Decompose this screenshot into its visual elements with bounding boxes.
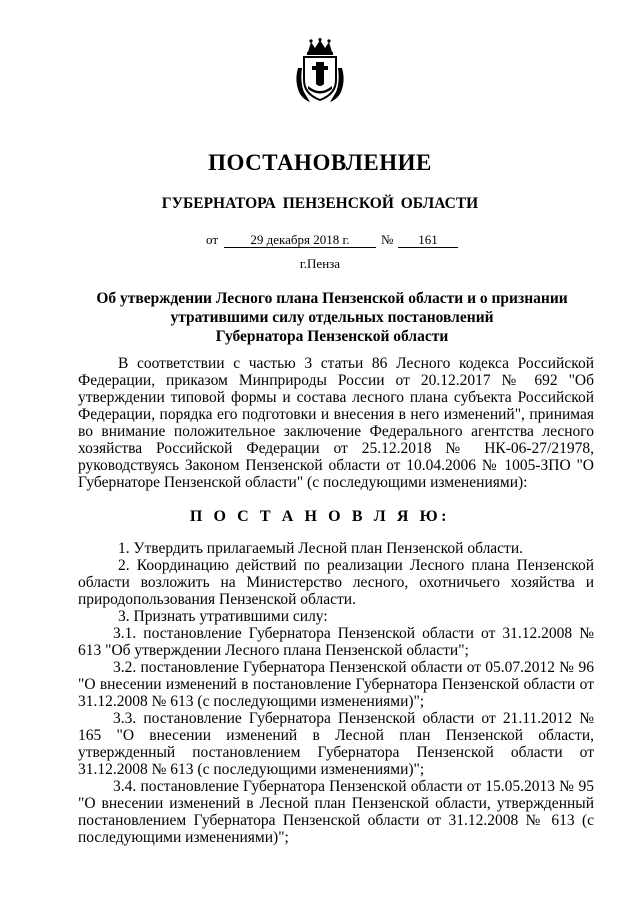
list-item: 3. Признать утратившими силу:	[118, 608, 328, 625]
document-heading	[82, 289, 582, 346]
decree-items	[78, 540, 594, 846]
decree-word: П О С Т А Н О В Л Я Ю:	[189, 508, 451, 525]
document-date: 29 декабря 2018 г.	[224, 232, 376, 248]
preamble-paragraph: В соответствии с частью 3 статьи 86 Лесного кодекса Российской Федерации, приказом Минприроды России от 20.12.2017 № 692 "Об утверждении типовой формы и состава лесного плана субъекта Российской Федерации, порядка его подготовки и внесения в него изменений", принимая во внимание положительное заключение Федерального агентства лесного хозяйства Российской Федерации от 25.12.2018 № НК-06-27/21978, руководствуясь Законом Пензенской области от 10.04.2006 № 1005-ЗПО "О Губернаторе Пензенской области" (с последующими изменениями):	[78, 355, 594, 491]
list-item: 3.3. постановление Губернатора Пензенской области от 21.11.2012 № 165 "О внесении изменений в Лесной план Пензенской области, утвержденный постановлением Губернатора Пензенской области от 31.12.2008 № 613 (с последующими изменениями)";	[78, 710, 594, 778]
list-item: 2. Координацию действий по реализации Лесного плана Пензенской области возложить на Министерство лесного, охотничьего хозяйства и природопользования Пензенской области.	[78, 557, 594, 608]
document-number: 161	[398, 232, 458, 248]
coat-of-arms-icon	[294, 38, 346, 104]
document-title: ПОСТАНОВЛЕНИЕ	[208, 150, 432, 175]
city: г.Пенза	[299, 256, 341, 271]
number-prefix: №	[381, 232, 394, 247]
heading-line: Об утверждении Лесного плана Пензенской области и о признании	[96, 290, 568, 307]
heading-line: утратившими силу отдельных постановлений	[170, 309, 494, 326]
list-item: 3.1. постановление Губернатора Пензенской области от 31.12.2008 № 613 "Об утверждении Лесного плана Пензенской области";	[78, 625, 594, 659]
issuer-name: ГУБЕРНАТОРА ПЕНЗЕНСКОЙ ОБЛАСТИ	[161, 195, 479, 212]
heading-line: Губернатора Пензенской области	[215, 328, 449, 345]
list-item: 3.2. постановление Губернатора Пензенской области от 05.07.2012 № 96 "О внесении изменений в постановление Губернатора Пензенской области от 31.12.2008 № 613 (с последующими изменениями)";	[78, 659, 594, 710]
list-item: 3.4. постановление Губернатора Пензенской области от 15.05.2013 № 95 "О внесении изменений в Лесной план Пензенской области, утвержденный постановлением Губернатора Пензенской области от 31.12.2008 № 613 (с последующими изменениями)";	[78, 778, 594, 846]
list-item: 1. Утвердить прилагаемый Лесной план Пензенской области.	[118, 540, 524, 557]
date-prefix: от	[206, 232, 219, 247]
